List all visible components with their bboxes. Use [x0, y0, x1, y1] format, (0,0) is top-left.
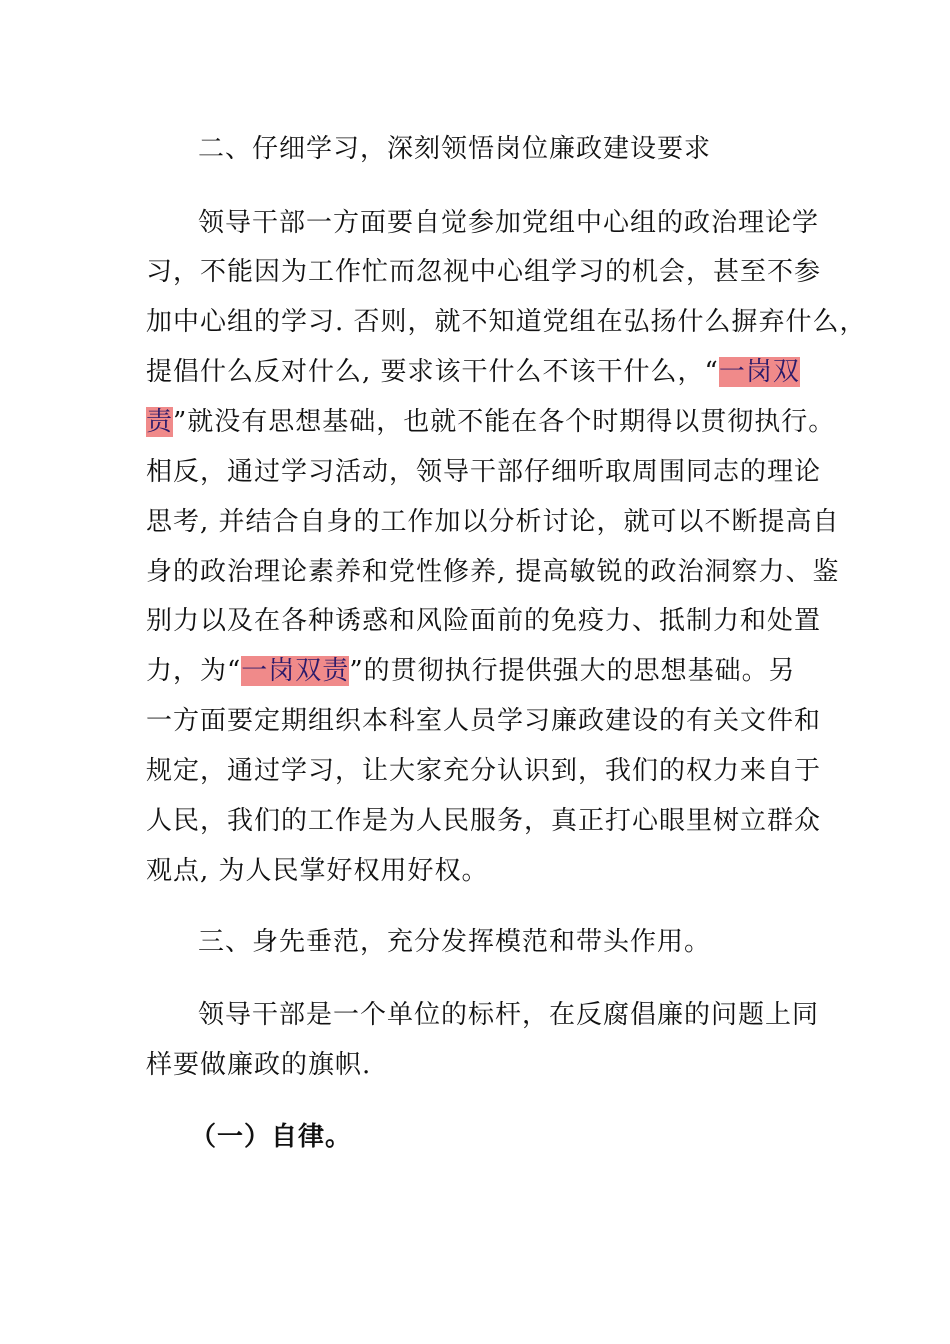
paragraph-line: 别力以及在各种诱惑和风险面前的免疫力、抵制力和处置 — [146, 606, 822, 636]
paragraph-line: 规定，通过学习，让大家充分认识到，我们的权力来自于 — [146, 756, 822, 786]
paragraph-line: 一方面要定期组织本科室人员学习廉政建设的有关文件和 — [146, 706, 822, 736]
highlighted-term: 一岗双责 — [241, 656, 350, 686]
text-span: 力，为“ — [146, 656, 242, 686]
paragraph-line: 加中心组的学习. 否则，就不知道党组在弘扬什么摒弃什么， — [146, 307, 867, 337]
paragraph-line: 观点, 为人民掌好权用好权。 — [146, 856, 489, 886]
paragraph-line: 习，不能因为工作忙而忽视中心组学习的机会，甚至不参 — [146, 257, 822, 287]
section-heading-2: 二、仔细学习，深刻领悟岗位廉政建设要求 — [198, 134, 712, 164]
paragraph-line: 身的政治理论素养和党性修养, 提高敏锐的政治洞察力、鉴 — [146, 557, 840, 587]
text-span: ”就没有思想基础，也就不能在各个时期得以贯彻执行。 — [173, 407, 836, 437]
paragraph-line — [146, 654, 796, 688]
paragraph-line: 思考, 并结合自身的工作加以分析讨论，就可以不断提高自 — [146, 507, 840, 537]
text-span: 提倡什么反对什么, 要求该干什么不该干什么，“ — [146, 357, 719, 387]
text-span: ”的贯彻执行提供强大的思想基础。另 — [349, 656, 796, 686]
paragraph-line: 领导干部是一个单位的标杆，在反腐倡廉的问题上同 — [198, 1000, 820, 1030]
paragraph-line: 人民，我们的工作是为人民服务，真正打心眼里树立群众 — [146, 806, 822, 836]
paragraph-line — [146, 355, 800, 389]
paragraph-line: 领导干部一方面要自觉参加党组中心组的政治理论学 — [198, 208, 820, 238]
paragraph-line: 相反，通过学习活动，领导干部仔细听取周围同志的理论 — [146, 457, 822, 487]
highlighted-term: 一岗双 — [718, 357, 800, 387]
highlighted-term: 责 — [146, 407, 174, 437]
subheading: （一）自律。 — [190, 1122, 353, 1152]
section-heading-3: 三、身先垂范，充分发挥模范和带头作用。 — [198, 927, 712, 957]
paragraph-line — [146, 405, 835, 439]
paragraph-line: 样要做廉政的旗帜. — [146, 1050, 372, 1080]
